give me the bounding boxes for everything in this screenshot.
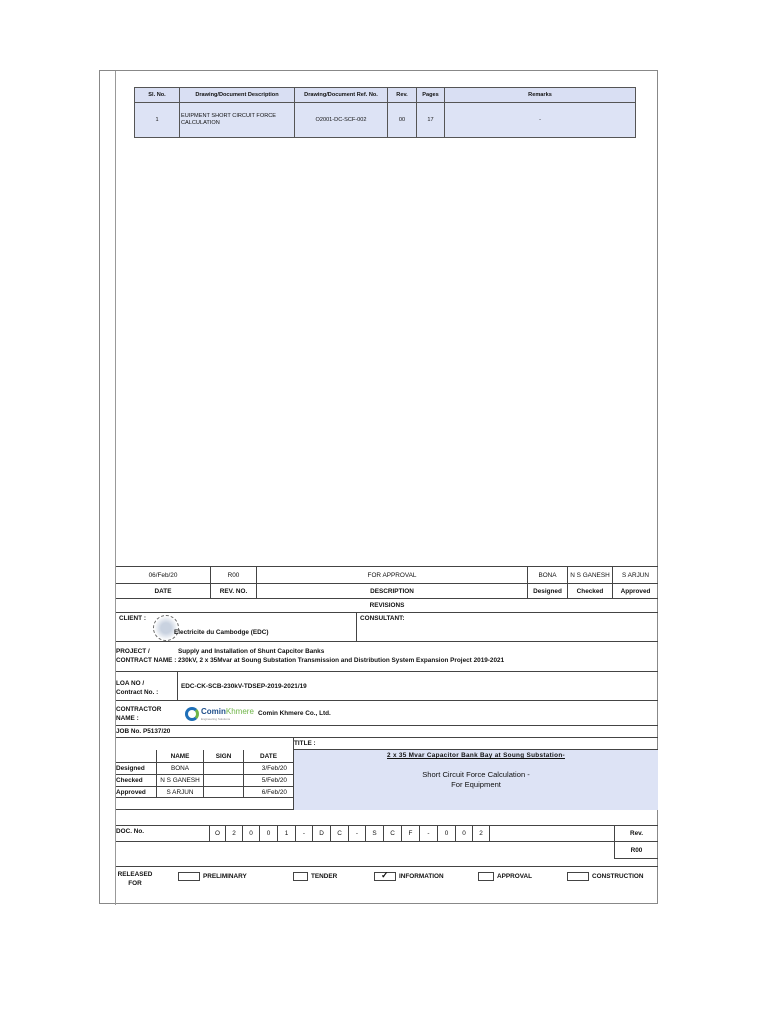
document-list-table	[134, 87, 636, 138]
column-header: Rev.	[388, 88, 417, 103]
cell-rev: 00	[388, 103, 417, 138]
column-header: Drawing/Document Ref. No.	[295, 88, 388, 103]
page-frame	[99, 70, 658, 904]
title-box	[294, 750, 658, 810]
option-label: CONSTRUCTION	[592, 873, 644, 881]
option-approval[interactable]	[478, 872, 532, 881]
consultant-label: CONSULTANT:	[356, 613, 658, 641]
cell-sl: 1	[135, 103, 180, 138]
contractor-label-line: NAME :	[116, 714, 139, 722]
revision-checked: N S GANESH	[567, 567, 612, 583]
sig-header-name: NAME	[156, 750, 203, 762]
header-checked: Checked	[567, 584, 612, 598]
doc-char: 0	[242, 825, 259, 842]
project-label	[116, 648, 176, 665]
title-line-3: For Equipment	[451, 780, 501, 789]
title-line-1: 2 x 35 Mvar Capacitor Bank Bay at Soung Substation-	[387, 752, 565, 759]
title-line-2: Short Circuit Force Calculation -	[422, 770, 530, 779]
project-line: 230kV, 2 x 35Mvar at Soung Substation Transmission and Distribution System Expansion Project 2019-2021	[178, 656, 505, 664]
option-construction[interactable]	[567, 872, 643, 881]
logo-text-comin: Comin	[201, 707, 226, 716]
header-description: DESCRIPTION	[256, 584, 527, 598]
revision-approved: S ARJUN	[612, 567, 658, 583]
checkbox[interactable]	[178, 872, 200, 881]
cell-description: EUIPMENT SHORT CIRCUIT FORCE CALCULATION	[180, 103, 295, 138]
option-label: INFORMATION	[399, 873, 444, 881]
project-label-line: PROJECT /	[116, 648, 150, 655]
project-name	[178, 648, 504, 665]
check-mark: ✓	[381, 870, 389, 880]
job-row	[116, 725, 658, 737]
table-header-row	[135, 88, 636, 103]
option-tender[interactable]	[293, 872, 337, 881]
option-information[interactable]	[374, 872, 444, 881]
sig-header-date: DATE	[243, 750, 293, 762]
doc-char: C	[330, 825, 348, 842]
loa-row	[116, 671, 658, 700]
doc-char: -	[419, 825, 437, 842]
sig-header-sign: SIGN	[203, 750, 243, 762]
table-row	[135, 103, 636, 138]
released-label-line: RELEASED	[117, 871, 153, 878]
doc-char: F	[401, 825, 419, 842]
released-label-line: FOR	[128, 879, 142, 887]
sig-role: Approved	[116, 788, 146, 796]
sig-role: Checked	[116, 777, 143, 784]
released-for-row	[116, 866, 658, 905]
doc-no-area	[116, 825, 658, 859]
sig-role: Designed	[116, 765, 145, 772]
signature-table	[116, 750, 293, 810]
option-label: PRELIMINARY	[203, 873, 247, 881]
client-label: CLIENT :	[119, 615, 146, 622]
doc-char: 0	[437, 825, 455, 842]
cell-ref: O2001-DC-SCF-002	[295, 103, 388, 138]
sig-date: 3/Feb/20	[243, 763, 293, 774]
doc-char: O	[209, 825, 225, 842]
loa-value: EDC-CK-SCB-230kV-TDSEP-2019-2021/19	[177, 672, 658, 700]
doc-char: S	[365, 825, 383, 842]
option-label: TENDER	[311, 873, 338, 881]
signature-row	[116, 786, 293, 798]
cell-pages: 17	[417, 103, 445, 138]
checkbox[interactable]	[567, 872, 589, 881]
logo-subtitle: Engineering Solutions	[201, 717, 231, 721]
revision-designed: BONA	[527, 567, 567, 583]
sig-name: S ARJUN	[156, 787, 203, 797]
sig-date: 5/Feb/20	[243, 775, 293, 786]
option-label: APPROVAL	[497, 873, 533, 881]
project-label-line: CONTRACT NAME :	[116, 656, 177, 664]
header-designed: Designed	[527, 584, 567, 598]
sig-name: N S GANESH	[156, 775, 203, 786]
project-row	[116, 641, 658, 671]
header-rev-no: REV. NO.	[210, 584, 256, 598]
contractor-label	[116, 706, 161, 723]
title-label: TITLE :	[294, 740, 316, 747]
revision-entry-row	[116, 566, 658, 583]
signature-row	[116, 762, 293, 774]
sig-sign	[203, 775, 243, 786]
checkbox[interactable]	[293, 872, 308, 881]
edc-emblem-icon	[153, 615, 179, 641]
revision-date: 06/Feb/20	[148, 571, 178, 579]
header-approved: Approved	[612, 584, 658, 598]
doc-char: C	[383, 825, 401, 842]
loa-label	[116, 680, 158, 697]
revision-rev-no: R00	[210, 567, 256, 583]
contractor-name: Comin Khmere Co., Ltd.	[258, 710, 331, 717]
sig-date: 6/Feb/20	[243, 787, 293, 797]
column-header: Sl. No.	[135, 88, 180, 103]
sig-name: BONA	[156, 763, 203, 774]
sig-sign	[203, 763, 243, 774]
option-preliminary[interactable]	[178, 872, 247, 881]
revisions-title-row	[116, 598, 658, 612]
column-header: Remarks	[445, 88, 636, 103]
cell-remarks: -	[445, 103, 636, 138]
doc-char: 0	[455, 825, 472, 842]
client-row	[116, 612, 658, 641]
title-signature-area	[116, 737, 658, 810]
doc-rev-value: R00	[614, 842, 658, 859]
loa-label-line: Contract No. :	[116, 688, 159, 696]
job-number: JOB No. P5137/20	[116, 728, 171, 735]
revisions-title: REVISIONS	[369, 602, 405, 609]
doc-rev-label: Rev.	[614, 825, 658, 842]
contractor-row	[116, 700, 658, 725]
doc-char: -	[295, 825, 312, 842]
logo-text-khmere: Khmere	[225, 707, 254, 716]
signature-header-row	[116, 750, 293, 762]
comin-khmere-logo-icon	[185, 707, 199, 721]
doc-no-label: DOC. No.	[116, 828, 145, 835]
column-header: Drawing/Document Description	[180, 88, 295, 103]
doc-char: 2	[472, 825, 490, 842]
client-name: Electricite du Cambodge (EDC)	[174, 629, 269, 636]
revision-header-row	[116, 583, 658, 598]
revision-description: FOR APPROVAL	[256, 567, 527, 583]
contractor-label-line: CONTRACTOR	[116, 706, 162, 713]
doc-char: 2	[225, 825, 242, 842]
title-block	[116, 566, 658, 905]
header-date: DATE	[154, 587, 172, 595]
project-line: Supply and Installation of Shunt Capcitor Banks	[178, 648, 325, 655]
checkbox[interactable]	[478, 872, 494, 881]
checkbox[interactable]	[374, 872, 396, 881]
sig-sign	[203, 787, 243, 797]
doc-char: D	[312, 825, 330, 842]
doc-char: 1	[277, 825, 295, 842]
signature-row	[116, 774, 293, 786]
logo-text	[201, 707, 254, 716]
released-label	[116, 871, 154, 889]
doc-char: -	[348, 825, 365, 842]
doc-char: 0	[259, 825, 277, 842]
column-header: Pages	[417, 88, 445, 103]
loa-label-line: LOA NO /	[116, 680, 145, 687]
